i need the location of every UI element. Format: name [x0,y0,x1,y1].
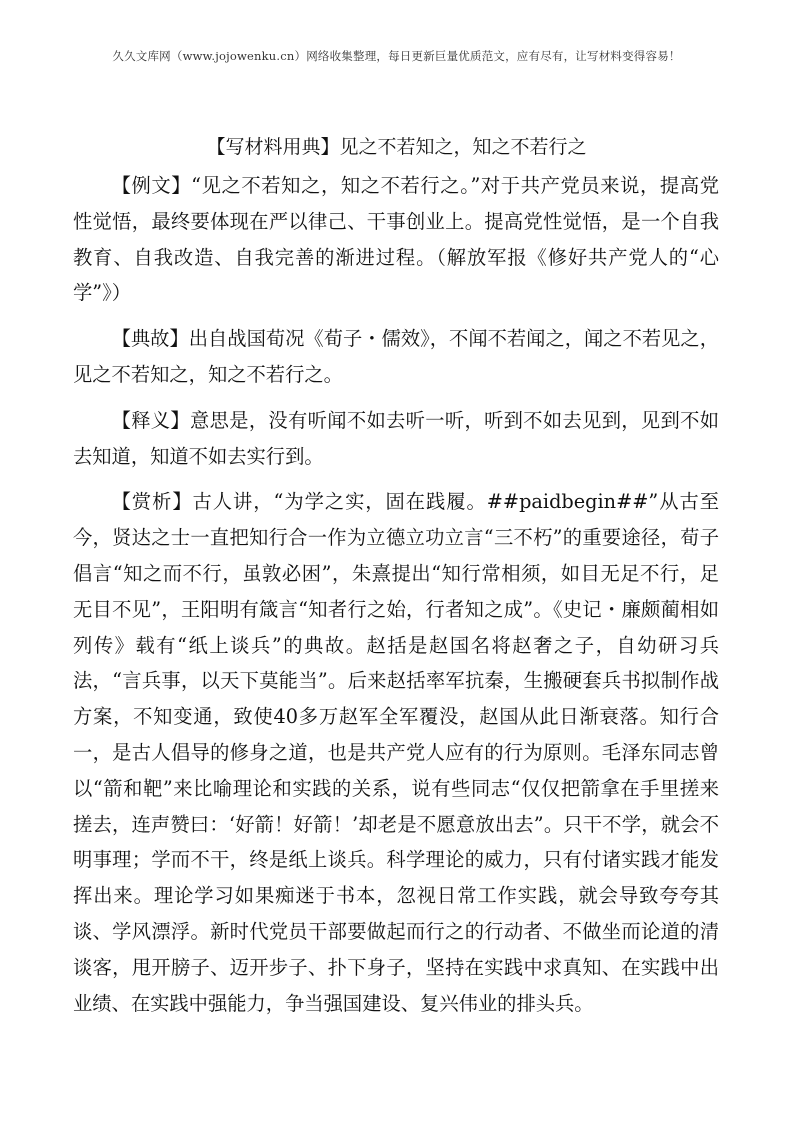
paragraph-allusion: 【典故】出自战国荀况《荀子・儒效》，不闻不若闻之，闻之不若见之，见之不若知之，知之不若行之。 [73,327,719,386]
article-title: 【写材料用典】见之不若知之，知之不若行之 [206,136,587,158]
paragraph-appreciation: 【赏析】古人讲，“为学之实，固在践履。##paidbegin##”从古至今，贤达之士一直把知行合一作为立德立功立言“三不朽”的重要途径，荀子倡言“知之而不行，虽敦必困”，朱熹提出“知行常相须，如目无足不行，足无目不见”，王阳明有箴言“知者行之始，行者知之成”。《史记・廉颇蔺相如列传》载有“纸上谈兵”的典故。赵括是赵国名将赵奢之子，自幼研习兵法，“言兵事，以天下莫能当”。后来赵括率军抗秦，生搬硬套兵书拟制作战方案，不知变通，致使40多万赵军全军覆没，赵国从此日渐衰落。知行合一，是古人倡导的修身之道，也是共产党人应有的行为原则。毛泽东同志曾以“箭和靶”来比喻理论和实践的关系，说有些同志“仅仅把箭拿在手里搓来搓去，连声赞曰：‘好箭！好箭！’却老是不愿意放出去”。只干不学，就会不明事理；学而不干，终是纸上谈兵。科学理论的威力，只有付诸实践才能发挥出来。理论学习如果痴迷于书本，忽视日常工作实践，就会导致夸夸其谈、学风漂浮。新时代党员干部要做起而行之的行动者、不做坐而论道的清谈客，甩开膀子、迈开步子、扑下身子，坚持在实践中求真知、在实践中出业绩、在实践中强能力，争当强国建设、复兴伟业的排头兵。 [73,490,719,1015]
paragraph-meaning: 【释义】意思是，没有听闻不如去听一听，听到不如去见到，见到不如去知道，知道不如去实行到。 [73,408,719,468]
page-header: 久久文库网（www.jojowenku.cn）网络收集整理，每日更新巨量优质范文，应有尽有，让写材料变得容易！ [112,49,681,63]
article-body [73,168,719,1031]
paragraph-example: 【例文】“见之不若知之，知之不若行之。”对于共产党员来说，提高党性觉悟，最终要体现在严以律己、干事创业上。提高党性觉悟，是一个自我教育、自我改造、自我完善的渐进过程。（解放军报《修好共产党人的“心学”》） [73,174,719,305]
